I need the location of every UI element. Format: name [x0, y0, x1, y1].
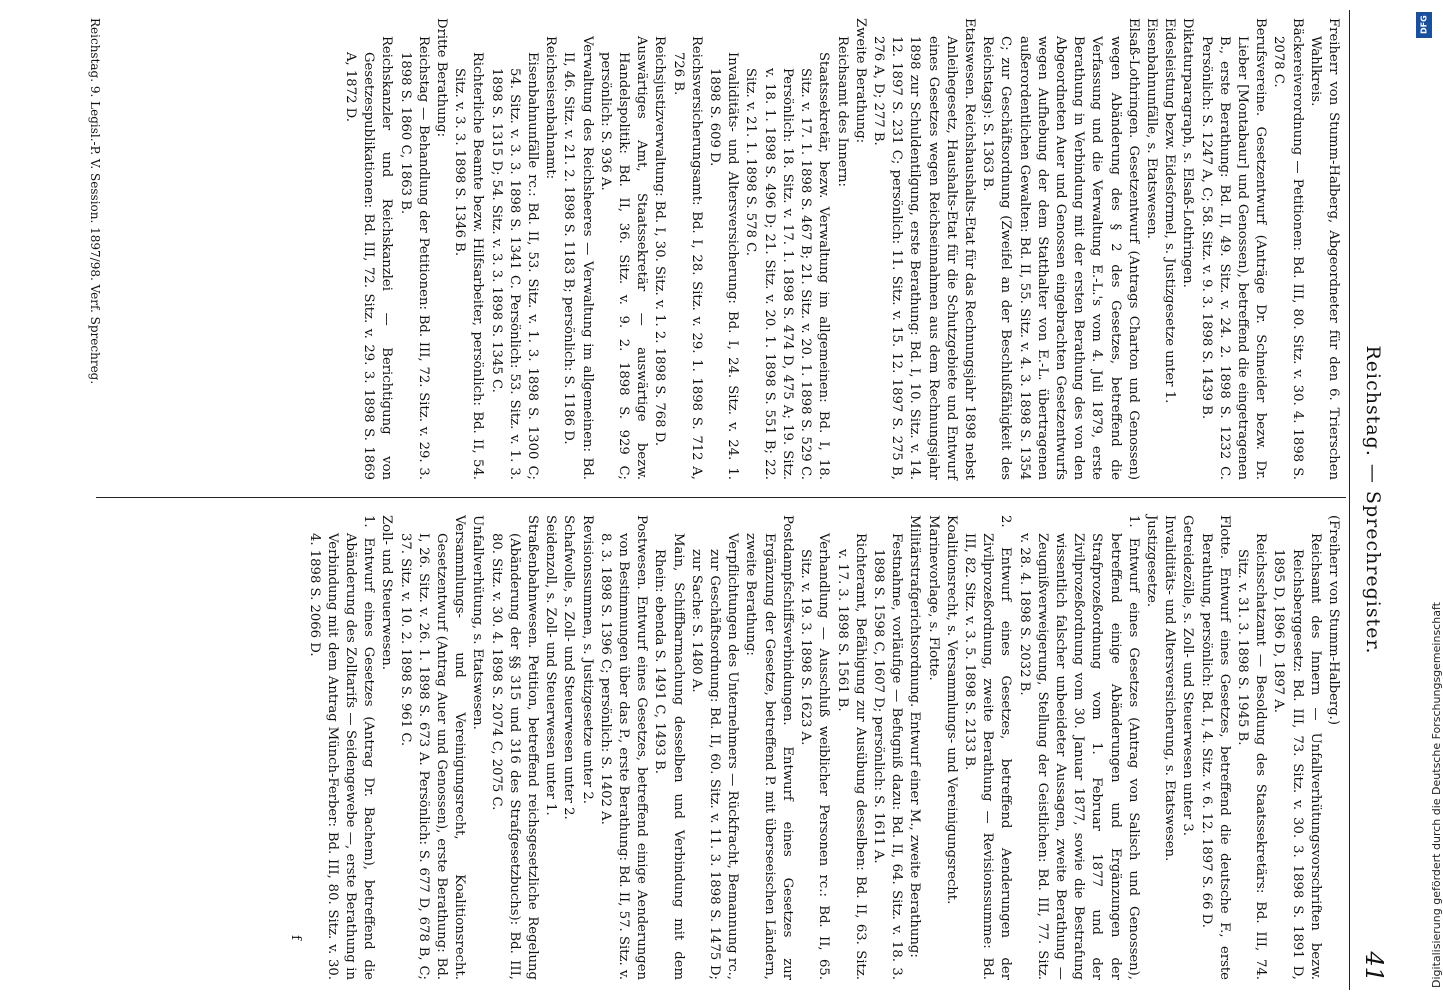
sub-entry: Reichsschatzamt — Besoldung des Staatssekretärs: Bd. III, 74. Sitz. v. 31. 3. 1898 S. 1945 B.	[1234, 533, 1269, 980]
page-footer: Reichstag. 9. Legisl.-P. V. Session. 1897/98. Verf. Sprechreg.	[88, 18, 102, 385]
entry: Postdampfschiffsverbindungen. Entwurf eines Gesetzes zur Ergänzung der Gesetze, betreffend P. mit überseeischen Ländern, zweite Berathung:	[743, 515, 795, 980]
sub-entry: Verhandlung — Ausschluß weiblicher Personen rc.: Bd. II, 65. Sitz. v. 19. 3. 1898 S. 1623 A.	[798, 533, 832, 980]
sub-entry: Reichskanzler und Reichskanzlei — Berichtigung von Gesetzespublikationen: Bd. III, 72. Sitz. v. 29. 3. 1898 S. 1869 A, 1872 D.	[343, 36, 395, 480]
catchword: f	[288, 935, 304, 940]
entry: 1. Entwurf eines Gesetzes (Antrag Dr. Bachem), betreffend die Abänderung des Zolltarifs — Seidengewebe —, erste Berathung in Verbindung mit dem Antrag Münch-Ferber: Bd. III, 80. Sitz. v. 30. 4. 1898 S. 2066 D.	[306, 515, 377, 980]
entry: Seidenzoll, s. Zoll- und Steuerwesen unter 1.	[543, 515, 559, 816]
sub-entry: Reichseisenbahnamt:	[543, 36, 559, 180]
entry: Zoll- und Steuerwesen.	[379, 515, 395, 670]
entry: Berufsvereine. Gesetzentwurf (Anträge Dr. Schneider bezw. Dr. Lieber [Montabaur] und Genossen), betreffend die eingetragenen B., erste Berathung: Bd. II, 49. Sitz. v. 24. 2. 1898 S. 1232 C. Persönlich: S. 1247 A, C; 58. Sitz. v. 9. 3. 1898 S. 1439 B.	[1198, 18, 1269, 480]
entry: Koalitionsrecht, s. Versammlungs- und Vereinigungsrecht.	[943, 515, 959, 905]
left-column	[341, 18, 1342, 480]
entry-heading: Freiherr von Stumm-Halberg, Abgeordneter für den 6. Trierschen Wahlkreis.	[1307, 18, 1341, 480]
digitization-stamp	[1412, 8, 1443, 992]
sub-entry: Verwaltung des Reichsheeres — Verwaltung im allgemeinen: Bd. II, 46. Sitz. v. 21. 2. 1898 S. 1183 B; persönlich: S. 1186 D.	[561, 36, 595, 480]
page-title: Reichstag. — Sprechregister.	[1362, 345, 1384, 655]
entry: Straßenbahnwesen. Petition, betreffend reichsgesetzliche Regelung (Abänderung der §§ 315 und 316 des Strafgesetzbuchs): Bd. III, 80. Sitz. v. 30. 4. 1898 S. 2074 C, 2075 C.	[488, 515, 541, 980]
register-page	[90, 10, 1390, 990]
sub-entry: Reichstag — Behandlung der Petitionen: Bd. III, 72. Sitz. v. 29. 3. 1898 S. 1860 C, 1863 B.	[397, 36, 431, 480]
entry: 2. Entwurf eines Gesetzes, betreffend Aenderungen der Zivilprozeßordnung, zweite Berathung — Revisionssumme: Bd. III, 82. Sitz. v. 3. 5. 1898 S. 2133 B.	[961, 515, 1014, 980]
running-head	[1349, 10, 1390, 990]
entry: Invaliditäts- und Altersversicherung, s. Etatswesen.	[1162, 515, 1178, 862]
column-divider	[96, 497, 1346, 498]
sub-entry: Festnahme, vorläufige — Befugniß dazu: Bd. II, 64. Sitz. v. 18. 3. 1898 S. 1598 C, 1607 D; persönlich: S. 1611 A.	[870, 533, 905, 980]
sub-entry: Richterliche Beamte bezw. Hilfsarbeiter, persönlich: Bd. II, 54. Sitz. v. 3. 3. 1898 S. 1346 B.	[452, 52, 486, 480]
entry: Getreidezölle, s. Zoll- und Steuerwesen unter 3.	[1180, 515, 1196, 836]
entry: Eidesleistung bezw. Eidesformel, s. Justizgesetze unter 1.	[1162, 18, 1178, 404]
entry: Flotte. Entwurf eines Gesetzes, betreffend die deutsche F., erste Berathung, persönlich: Bd. I, 4. Sitz. v. 6. 12. 1897 S. 66 D.	[1198, 515, 1232, 980]
entry: Elsaß-Lothringen. Gesetzentwurf (Antrags Charton und Genossen) wegen Abänderung des § 2 des Gesetzes, betreffend die Verfassung und die Verwaltung E.-L.'s vom 4. Juli 1879, erste Berathung in Verbindung mit der ersten Berathung des von den Abgeordneten Auer und Genossen eingebrachten Gesetzentwurfs wegen Aufhebung der dem Statthalter von E.-L. übertragenen außerordentlichen Gewalten: Bd. II, 55. Sitz. v. 4. 3. 1898 S. 1354 C; zur Geschäftsordnung (Zweifel an der Beschlußfähigkeit des Reichstags): S. 1363 B.	[980, 18, 1141, 480]
sub-entry: Staatssekretär, bezw. Verwaltung im allgemeinen: Bd. I, 18. Sitz. v. 17. 1. 1898 S. 467 B; 21. Sitz. v. 20. 1. 1898 S. 529 C. Persönlich: 18. Sitz. v. 17. 1. 1898 S. 474 D, 475 A; 19. Sitz. v. 18. 1. 1898 S. 496 D; 21. Sitz. v. 20. 1. 1898 S. 551 B; 22. Sitz. v. 21. 1. 1898 S. 578 C.	[743, 52, 832, 480]
right-column	[286, 515, 1342, 980]
sub-entry: Reichsjustizverwaltung: Bd. I, 30. Sitz. v. 1. 2. 1898 S. 768 D.	[652, 36, 668, 447]
entry: Etatswesen. Reichshaushalts-Etat für das Rechnungsjahr 1898 nebst Anleihegesetz, Haushalts-Etat für die Schutzgebiete und Entwurf eines Gesetzes wegen Reichseinnahmen aus dem Rechnungsjahr 1898 zur Schuldentilgung, erste Berathung: Bd. I, 10. Sitz. v. 14. 12. 1897 S. 231 C; persönlich: 11. Sitz. v. 15. 12. 1897 S. 275 B, 276 A, D; 277 B.	[870, 18, 977, 480]
sub-entry: Eisenbahnunfälle rc.: Bd. II, 53. Sitz. v. 1. 3. 1898 S. 1300 C; 54. Sitz. v. 3. 3. 1898 S. 1341 C. Persönlich: 53. Sitz. v. 1. 3. 1898 S. 1315 D; 54. Sitz. v. 3. 3. 1898 S. 1345 C.	[488, 52, 541, 480]
entry: Eisenbahnunfälle, s. Etatswesen.	[1143, 18, 1159, 239]
entry: Versammlungs- und Vereinigungsrecht, Koalitionsrecht. Gesetzentwurf (Antrag Auer und Genossen), erste Berathung: Bd. I, 26. Sitz. v. 26. 1. 1898 S. 673 A. Persönlich: S. 677 D, 678 B, C; 37. Sitz. v. 10. 2. 1898 S. 961 C.	[397, 515, 468, 980]
sub-entry: Reichsversicherungsamt: Bd. I, 28. Sitz. v. 29. 1. 1898 S. 712 A, 726 B.	[670, 36, 704, 480]
entry: Schafwolle, s. Zoll- und Steuerwesen unter 2.	[561, 515, 577, 820]
stamp-text: Digitalisierung gefördert durch die Deutsche Forschungsgemeinschaft	[1430, 602, 1443, 988]
entry: Diktaturparagraph, s. Elsaß-Lothringen.	[1180, 18, 1196, 288]
entry-heading: (Freiherr von Stumm-Halberg.)	[1326, 515, 1341, 725]
sub-entry: Richteramt, Befähigung zur Ausübung desselben: Bd. II, 63. Sitz. v. 17. 3. 1898 S. 1561 B.	[834, 533, 868, 980]
entry: Dritte Berathung:	[434, 18, 450, 138]
page-number: 41	[1360, 951, 1388, 982]
entry: Marinevorlage, s. Flotte.	[925, 515, 941, 681]
dfg-logo: DFG	[1416, 12, 1432, 38]
entry: Justizgesetze.	[1143, 515, 1159, 608]
sub-entry: Main, Schiffbarmachung desselben und Verbindung mit dem Rhein: ebenda S. 1491 C, 1493 B.	[652, 533, 686, 980]
entry: 1. Entwurf eines Gesetzes (Antrag von Salisch und Genossen), betreffend einige Abänderungen und Ergänzungen der Strafprozeßordnung vom 1. Februar 1877 und der Zivilprozeßordnung vom 30. Januar 1877, sowie die Bestrafung wissentlich falscher unbeeideter Aussagen, zweite Berathung — Zeugnißverweigerung, Stellung der Geistlichen: Bd. III, 77. Sitz. v. 28. 4. 1898 S. 2032 B.	[1016, 515, 1141, 980]
entry: Zweite Berathung:	[852, 18, 868, 144]
sub-entry: Reichsamt des Innern — Unfallverhütungsvorschriften bezw. Reichsberggesetz: Bd. III, 73. Sitz. v. 30. 3. 1898 S. 1891 D, 1895 D, 1896 D, 1897 A.	[1271, 533, 1323, 980]
sub-entry: Auswärtiges Amt, Staatssekretär — auswärtige bezw. Handelspolitik: Bd. II, 36. Sitz. v. 9. 2. 1898 S. 929 C; persönlich: S. 936 A.	[597, 36, 650, 480]
sub-entry: Reichsamt des Innern:	[834, 36, 850, 187]
entry: Postwesen. Entwurf eines Gesetzes, betreffend einige Aenderungen von Bestimmungen über das P., erste Berathung: Bd. II, 57. Sitz. v. 8. 3. 1898 S. 1396 C; persönlich: S. 1402 A.	[597, 515, 650, 980]
sub-entry: Verpflichtungen des Unternehmers — Rückfracht, Bemannung rc., zur Geschäftsordnung: Bd. II, 60. Sitz. v. 11. 3. 1898 S. 1475 D; zur Sache: S. 1480 A.	[688, 533, 741, 980]
entry: Bäckereiverordnung — Petitionen: Bd. III, 80. Sitz. v. 30. 4. 1898 S. 2078 C.	[1271, 18, 1305, 480]
sub-entry: Invaliditäts- und Altersversicherung: Bd. I, 24. Sitz. v. 24. 1. 1898 S. 609 D.	[707, 52, 741, 480]
entry: Militärstrafgerichtsordnung. Entwurf einer M., zweite Berathung:	[907, 515, 923, 958]
entry: Unfallverhütung, s. Etatswesen.	[470, 515, 486, 730]
entry: Revisionssummen, s. Justizgesetze unter 2.	[579, 515, 595, 804]
